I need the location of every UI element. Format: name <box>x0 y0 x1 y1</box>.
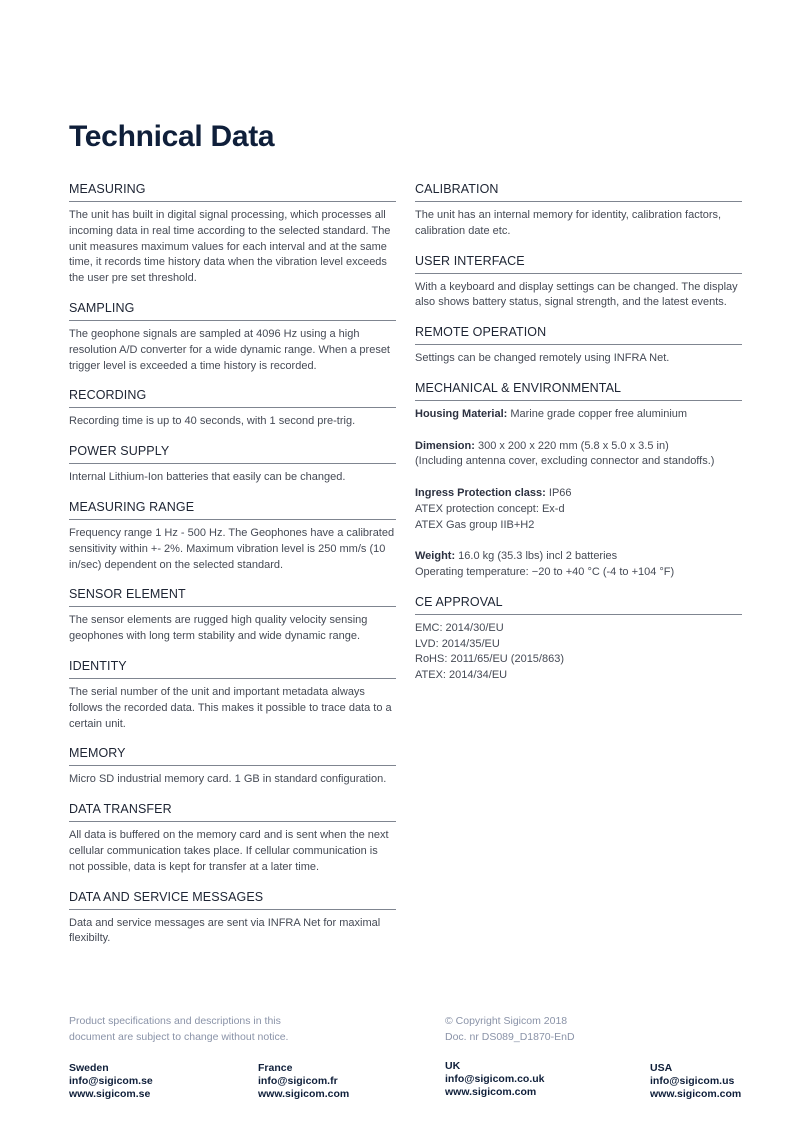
section-heading: DATA TRANSFER <box>69 802 396 822</box>
contact-france <box>258 1062 349 1101</box>
contact-country: France <box>258 1062 293 1074</box>
contact-web-link[interactable]: www.sigicom.com <box>258 1088 350 1100</box>
dimension-note: (Including antenna cover, excluding connector and standoffs.) <box>415 455 715 468</box>
weight-label: Weight: <box>415 550 456 563</box>
disclaimer-line-1: Product specifications and descriptions in this <box>69 1015 281 1027</box>
ce-line: LVD: 2014/35/EU <box>415 637 500 650</box>
weight-value: 16.0 kg (35.3 lbs) incl 2 batteries <box>455 550 618 563</box>
ingress-label: Ingress Protection class: <box>415 486 546 499</box>
section-text: Recording time is up to 40 seconds, with 1 second pre-trig. <box>69 415 356 428</box>
weight <box>415 549 742 581</box>
atex-gas-group: ATEX Gas group IIB+H2 <box>415 518 535 531</box>
section-heading: MECHANICAL & ENVIRONMENTAL <box>415 381 742 401</box>
section-text: The serial number of the unit and important metadata always follows the recorded data. This makes it possible to trace data to a certain unit. <box>69 685 392 730</box>
section-text: Settings can be changed remotely using INFRA Net. <box>415 352 670 365</box>
section-heading: POWER SUPPLY <box>69 444 396 464</box>
contact-email-link[interactable]: info@sigicom.us <box>650 1075 735 1087</box>
section-remote-operation <box>415 325 742 367</box>
section-data-service-messages <box>69 890 396 948</box>
section-text: Frequency range 1 Hz - 500 Hz. The Geophones have a calibrated sensitivity within +- 2%. Maximum vibration level is 250 mm/s (10 in/sec) dependent on the selected standard. <box>69 526 395 571</box>
housing-label: Housing Material: <box>415 407 508 420</box>
section-heading: MEASURING <box>69 182 396 202</box>
section-heading: RECORDING <box>69 388 396 408</box>
section-mechanical-environmental <box>415 381 742 581</box>
section-memory <box>69 746 396 788</box>
section-text: Micro SD industrial memory card. 1 GB in standard configuration. <box>69 773 387 786</box>
ingress-value: IP66 <box>545 486 572 499</box>
section-identity <box>69 659 396 732</box>
section-text: The geophone signals are sampled at 4096 Hz using a high resolution A/D converter for a wide dynamic range. When a preset trigger level is exceeded a time history is recorded. <box>69 327 390 372</box>
ce-line: EMC: 2014/30/EU <box>415 621 504 634</box>
section-user-interface <box>415 254 742 312</box>
contact-email-link[interactable]: info@sigicom.co.uk <box>445 1073 545 1085</box>
section-text: The unit has an internal memory for identity, calibration factors, calibration date etc. <box>415 209 722 237</box>
section-power-supply <box>69 444 396 486</box>
contact-country: Sweden <box>69 1062 109 1074</box>
contact-email-link[interactable]: info@sigicom.se <box>69 1075 153 1087</box>
section-recording <box>69 388 396 430</box>
page-title: Technical Data <box>69 120 275 153</box>
footer-disclaimer <box>69 1013 288 1045</box>
copyright-text: © Copyright Sigicom 2018 <box>445 1015 568 1027</box>
operating-temperature: Operating temperature: −20 to +40 °C (-4 to +104 °F) <box>415 565 675 578</box>
disclaimer-line-2: document are subject to change without notice. <box>69 1031 289 1043</box>
section-data-transfer <box>69 802 396 875</box>
contact-sweden <box>69 1062 153 1101</box>
housing-material <box>415 407 742 423</box>
section-text: With a keyboard and display settings can be changed. The display also shows battery status, signal strength, and the latest events. <box>415 280 738 309</box>
section-text: The sensor elements are rugged high quality velocity sensing geophones with long term stability and wide dynamic range. <box>69 614 368 643</box>
section-heading: USER INTERFACE <box>415 254 742 274</box>
section-text: Internal Lithium-Ion batteries that easily can be changed. <box>69 471 346 484</box>
dimension-label: Dimension: <box>415 439 475 452</box>
section-measuring <box>69 182 396 287</box>
right-column <box>415 182 742 698</box>
section-ce-approval <box>415 595 742 684</box>
contact-web-link[interactable]: www.sigicom.com <box>650 1088 742 1100</box>
contact-country: USA <box>650 1062 673 1074</box>
section-text: The unit has built in digital signal processing, which processes all incoming data in real time according to the selected standard. The unit measures maximum values for each interval and at the same time, it records time history data when the vibration level exceeds the user pre set threshold. <box>69 209 391 285</box>
document-number: Doc. nr DS089_D1870-EnD <box>445 1031 575 1043</box>
section-heading: REMOTE OPERATION <box>415 325 742 345</box>
section-heading: CALIBRATION <box>415 182 742 202</box>
dimension-value: 300 x 200 x 220 mm (5.8 x 5.0 x 3.5 in) <box>474 439 669 452</box>
footer-copyright <box>445 1013 575 1045</box>
ingress-protection <box>415 486 742 533</box>
dimension <box>415 439 742 471</box>
section-heading: DATA AND SERVICE MESSAGES <box>69 890 396 910</box>
section-text: All data is buffered on the memory card and is sent when the next cellular communication takes place. If cellular communication is not possible, data is kept for transfer at a later time. <box>69 829 389 873</box>
contact-uk <box>445 1060 545 1099</box>
section-heading: MEASURING RANGE <box>69 500 396 520</box>
left-column <box>69 182 396 961</box>
section-heading: SAMPLING <box>69 301 396 321</box>
section-heading: SENSOR ELEMENT <box>69 587 396 607</box>
section-calibration <box>415 182 742 240</box>
housing-value: Marine grade copper free aluminium <box>507 407 688 420</box>
section-measuring-range <box>69 500 396 573</box>
ce-line: ATEX: 2014/34/EU <box>415 669 508 682</box>
contact-web-link[interactable]: www.sigicom.se <box>69 1088 151 1100</box>
section-heading: CE APPROVAL <box>415 595 742 615</box>
contact-country: UK <box>445 1060 461 1072</box>
atex-concept: ATEX protection concept: Ex-d <box>415 502 565 515</box>
contact-usa <box>650 1062 741 1101</box>
section-text: Data and service messages are sent via INFRA Net for maximal flexibilty. <box>69 916 381 945</box>
contact-web-link[interactable]: www.sigicom.com <box>445 1086 537 1098</box>
section-heading: IDENTITY <box>69 659 396 679</box>
section-sensor-element <box>69 587 396 645</box>
section-heading: MEMORY <box>69 746 396 766</box>
section-sampling <box>69 301 396 374</box>
contact-email-link[interactable]: info@sigicom.fr <box>258 1075 338 1087</box>
ce-line: RoHS: 2011/65/EU (2015/863) <box>415 653 564 666</box>
